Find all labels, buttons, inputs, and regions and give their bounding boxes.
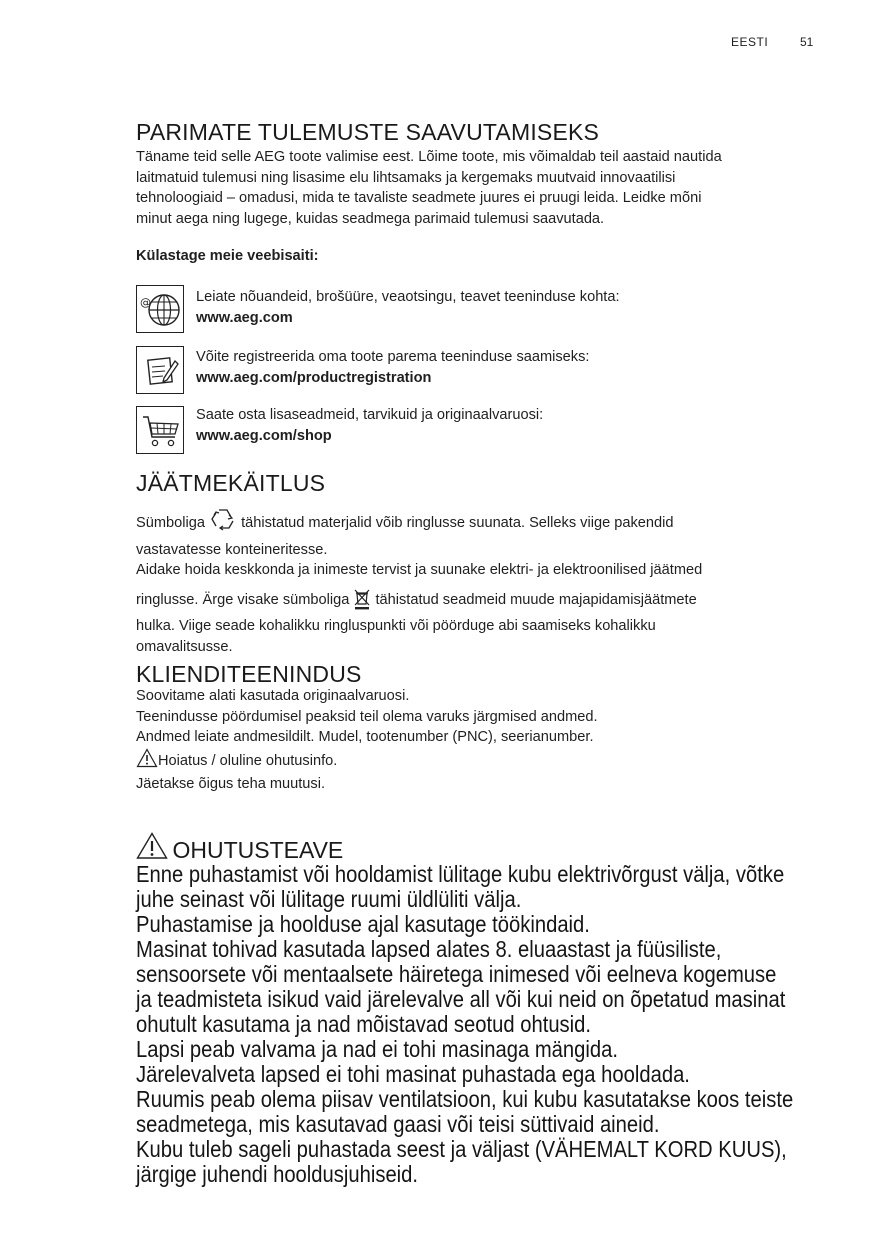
service-text: Soovitame alati kasutada originaalvaruosi. <box>136 688 410 704</box>
service-title: KLIENDITEENINDUS <box>136 661 362 687</box>
service-text: Andmed leiate andmesildilt. Mudel, tootenumber (PNC), seerianumber. <box>136 729 594 745</box>
waste-text: tähistatud seadmeid muude majapidamisjäätmete <box>375 591 697 608</box>
intro-line: laitmatuid tulemusi ning lisasime elu lihtsamaks ja kergemaks muutvaid innovaatilisi <box>136 169 676 186</box>
safety-line: Järelevalveta lapsed ei tohi masinat puhastada ega hooldada. <box>136 1061 690 1087</box>
waste-text: ringlusse. Ärge visake sümboliga <box>136 591 350 608</box>
waste-text: omavalitsusse. <box>136 638 233 655</box>
waste-text: hulka. Viige seade kohalikku ringluspunkti või pöörduge abi saamiseks kohalikku <box>136 618 656 634</box>
link-description: Võite registreerida oma toote parema teeninduse saamiseks: <box>196 349 590 365</box>
safety-line: juhe seinast või lülitage ruumi üldlüliti välja. <box>136 886 522 912</box>
intro-title: PARIMATE TULEMUSTE SAAVUTAMISEKS <box>136 119 600 145</box>
svg-text:@: @ <box>140 296 151 309</box>
intro-line: tehnoloogiaid – omadusi, mida te tavaliste seadmete juures ei pruugi leida. Leidke mõni <box>136 190 702 206</box>
waste-paragraph <box>136 507 702 657</box>
website-link[interactable]: www.aeg.com <box>196 309 293 326</box>
safety-line: Puhastamise ja hoolduse ajal kasutage töökindaid. <box>136 911 590 937</box>
safety-line: seadmetega, mis kasutavad gaasi või teisi süttivaid aineid. <box>136 1111 660 1137</box>
waste-text: Aidake hoida keskkonda ja inimeste tervist ja suunake elektri- ja elektroonilised jäätmed <box>136 562 703 578</box>
waste-title: JÄÄTMEKÄITLUS <box>136 470 326 496</box>
service-text: Hoiatus / oluline ohutusinfo. <box>158 752 338 769</box>
safety-line: ja teadmisteta isikud vaid järelevalve all või kui neid on õpetatud masinat <box>136 986 786 1012</box>
shop-link[interactable]: www.aeg.com/shop <box>196 427 332 444</box>
link-row-shop <box>196 405 543 446</box>
safety-title: OHUTUSTEAVE <box>172 837 344 863</box>
link-description: Saate osta lisaseadmeid, tarvikuid ja originaalvaruosi: <box>196 407 544 423</box>
registration-icon <box>136 346 184 394</box>
page-number: 51 <box>800 35 814 49</box>
safety-line: Lapsi peab valvama ja nad ei tohi masinaga mängida. <box>136 1036 618 1062</box>
service-paragraph <box>136 686 598 795</box>
registration-link[interactable]: www.aeg.com/productregistration <box>196 369 432 386</box>
intro-line: Täname teid selle AEG toote valimise eest. Lõime toote, mis võimaldab teil aastaid nautida <box>136 149 722 165</box>
link-description: Leiate nõuandeid, brošüüre, veaotsingu, teavet teeninduse kohta: <box>196 289 620 305</box>
warning-icon <box>136 748 158 775</box>
safety-line: järgige juhendi hooldusjuhiseid. <box>136 1161 419 1187</box>
link-row-registration <box>196 347 589 388</box>
waste-text: Sümboliga <box>136 515 205 531</box>
intro-paragraph <box>136 147 722 229</box>
visit-label: Külastage meie veebisaiti: <box>136 248 319 264</box>
safety-line: sensoorsete või mentaalsete häiretega inimesed või eelneva kogemuse <box>136 961 777 987</box>
safety-paragraph <box>136 862 875 1187</box>
recycle-icon <box>209 507 237 540</box>
safety-line: ohutult kasutama ja nad mõistavad seotud ohtusid. <box>136 1011 592 1037</box>
shopping-cart-icon <box>136 406 184 454</box>
safety-line: Kubu tuleb sageli puhastada seest ja väljast (VÄHEMALT KORD KUUS), <box>136 1136 787 1162</box>
safety-line: Enne puhastamist või hooldamist lülitage kubu elektrivõrgust välja, võtke <box>136 861 785 887</box>
safety-line: Masinat tohivad kasutada lapsed alates 8. eluaastast ja füüsiliste, <box>136 936 722 962</box>
service-text: Jäetakse õigus teha muutusi. <box>136 776 326 792</box>
waste-text: vastavatesse konteineritesse. <box>136 541 328 558</box>
safety-line: Ruumis peab olema piisav ventilatsioon, kui kubu kasutatakse koos teiste <box>136 1086 794 1112</box>
waste-text: tähistatud materjalid võib ringlusse suunata. Selleks viige pakendid <box>241 515 674 531</box>
globe-icon <box>136 285 184 333</box>
service-text: Teenindusse pöördumisel peaksid teil olema varuks järgmised andmed. <box>136 708 598 725</box>
header-language: EESTI <box>731 35 769 49</box>
link-row-website <box>196 287 620 328</box>
crossed-bin-icon <box>353 588 371 617</box>
intro-line: minut aega ning lugege, kuidas seadmega parimaid tulemusi saavutada. <box>136 210 605 227</box>
